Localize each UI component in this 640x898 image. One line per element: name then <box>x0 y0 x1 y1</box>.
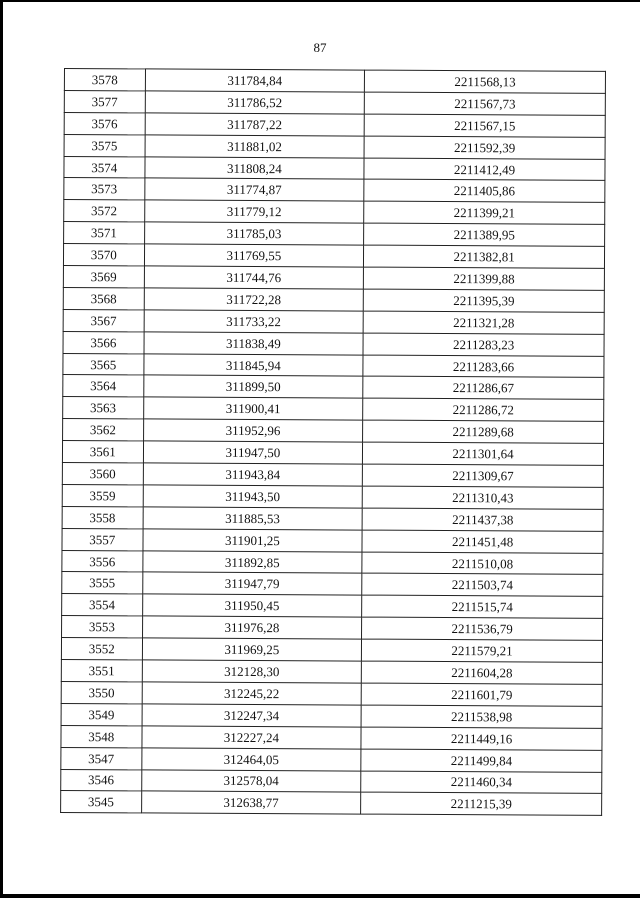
y-coordinate-cell: 2211568,13 <box>365 70 606 93</box>
x-coordinate-cell: 311787,22 <box>145 113 365 136</box>
point-number-cell: 3555 <box>62 572 143 594</box>
x-coordinate-cell: 311845,94 <box>143 353 363 376</box>
y-coordinate-cell: 2211451,48 <box>362 530 603 553</box>
table-row <box>63 266 604 291</box>
point-number-cell: 3563 <box>63 397 144 419</box>
table-row <box>64 200 605 225</box>
table-row <box>62 616 603 641</box>
point-number-cell: 3545 <box>61 791 142 813</box>
y-coordinate-cell: 2211503,74 <box>362 574 603 597</box>
point-number-cell: 3549 <box>61 703 142 725</box>
table-row <box>62 550 603 575</box>
scan-edge-left <box>0 0 3 898</box>
table-row <box>61 725 602 750</box>
table-row <box>64 178 605 203</box>
point-number-cell: 3554 <box>62 594 143 616</box>
table-row <box>61 660 602 685</box>
y-coordinate-cell: 2211399,88 <box>364 267 605 290</box>
y-coordinate-cell: 2211283,66 <box>363 355 604 378</box>
x-coordinate-cell: 311943,84 <box>143 463 363 486</box>
point-number-cell: 3575 <box>64 134 145 156</box>
point-number-cell: 3558 <box>62 506 143 528</box>
table-row <box>61 703 602 728</box>
scan-edge-bottom <box>0 894 640 898</box>
y-coordinate-cell: 2211289,68 <box>363 420 604 443</box>
x-coordinate-cell: 311947,79 <box>142 572 362 595</box>
point-number-cell: 3565 <box>63 353 144 375</box>
point-number-cell: 3556 <box>62 550 143 572</box>
point-number-cell: 3577 <box>64 90 145 112</box>
x-coordinate-cell: 311947,50 <box>143 441 363 464</box>
x-coordinate-cell: 311769,55 <box>144 244 364 267</box>
y-coordinate-cell: 2211567,73 <box>364 92 605 115</box>
x-coordinate-cell: 312578,04 <box>141 769 361 792</box>
y-coordinate-cell: 2211412,49 <box>364 158 605 181</box>
point-number-cell: 3564 <box>63 375 144 397</box>
point-number-cell: 3547 <box>61 747 142 769</box>
x-coordinate-cell: 311899,50 <box>143 375 363 398</box>
y-coordinate-cell: 2211449,16 <box>361 727 602 750</box>
point-number-cell: 3557 <box>62 528 143 550</box>
x-coordinate-cell: 311784,84 <box>145 69 365 92</box>
point-number-cell: 3559 <box>62 484 143 506</box>
point-number-cell: 3551 <box>61 660 142 682</box>
x-coordinate-cell: 311969,25 <box>142 638 362 661</box>
point-number-cell: 3552 <box>61 638 142 660</box>
x-coordinate-cell: 311808,24 <box>145 156 365 179</box>
y-coordinate-cell: 2211536,79 <box>362 617 603 640</box>
x-coordinate-cell: 312247,34 <box>142 704 362 727</box>
point-number-cell: 3566 <box>63 331 144 353</box>
x-coordinate-cell: 311950,45 <box>142 594 362 617</box>
y-coordinate-cell: 2211437,38 <box>362 508 603 531</box>
x-coordinate-cell: 311779,12 <box>144 200 364 223</box>
y-coordinate-cell: 2211601,79 <box>361 683 602 706</box>
point-number-cell: 3562 <box>63 419 144 441</box>
y-coordinate-cell: 2211567,15 <box>364 114 605 137</box>
y-coordinate-cell: 2211310,43 <box>362 486 603 509</box>
x-coordinate-cell: 311881,02 <box>145 135 365 158</box>
table-row <box>64 222 605 247</box>
table-row <box>63 353 604 378</box>
y-coordinate-cell: 2211510,08 <box>362 552 603 575</box>
table-row <box>63 309 604 334</box>
y-coordinate-cell: 2211499,84 <box>361 749 602 772</box>
table-row <box>63 287 604 312</box>
point-number-cell: 3572 <box>64 200 145 222</box>
point-number-cell: 3569 <box>63 266 144 288</box>
y-coordinate-cell: 2211215,39 <box>361 792 602 815</box>
x-coordinate-cell: 311885,53 <box>143 507 363 530</box>
page-number: 87 <box>313 40 327 55</box>
point-number-cell: 3578 <box>64 69 145 91</box>
point-number-cell: 3548 <box>61 725 142 747</box>
x-coordinate-cell: 311838,49 <box>144 332 364 355</box>
y-coordinate-cell: 2211382,81 <box>364 245 605 268</box>
y-coordinate-cell: 2211395,39 <box>363 289 604 312</box>
y-coordinate-cell: 2211389,95 <box>364 223 605 246</box>
y-coordinate-cell: 2211286,72 <box>363 398 604 421</box>
point-number-cell: 3550 <box>61 681 142 703</box>
point-number-cell: 3574 <box>64 156 145 178</box>
x-coordinate-cell: 311976,28 <box>142 616 362 639</box>
table-row <box>64 156 605 181</box>
point-number-cell: 3560 <box>62 463 143 485</box>
point-number-cell: 3576 <box>64 112 145 134</box>
table-row <box>62 484 603 509</box>
x-coordinate-cell: 312227,24 <box>142 726 362 749</box>
table-row <box>61 791 602 816</box>
y-coordinate-cell: 2211515,74 <box>362 595 603 618</box>
point-number-cell: 3561 <box>62 441 143 463</box>
table-row <box>62 572 603 597</box>
table-row <box>62 528 603 553</box>
x-coordinate-cell: 311744,76 <box>144 266 364 289</box>
point-number-cell: 3568 <box>63 287 144 309</box>
table-row <box>63 331 604 356</box>
y-coordinate-cell: 2211592,39 <box>364 136 605 159</box>
x-coordinate-cell: 311943,50 <box>143 485 363 508</box>
point-number-cell: 3571 <box>64 222 145 244</box>
x-coordinate-cell: 311892,85 <box>142 551 362 574</box>
scan-edge-top <box>0 0 640 2</box>
table-row <box>63 397 604 422</box>
point-number-cell: 3570 <box>63 244 144 266</box>
table-row <box>62 594 603 619</box>
table-row <box>63 244 604 269</box>
x-coordinate-cell: 312638,77 <box>141 791 361 814</box>
y-coordinate-cell: 2211460,34 <box>361 771 602 794</box>
table-row <box>64 90 605 115</box>
table-row <box>61 681 602 706</box>
table-row <box>62 463 603 488</box>
table-row <box>61 638 602 663</box>
y-coordinate-cell: 2211309,67 <box>363 464 604 487</box>
y-coordinate-cell: 2211301,64 <box>363 442 604 465</box>
coordinates-table-body <box>61 69 606 816</box>
x-coordinate-cell: 312128,30 <box>142 660 362 683</box>
table-row <box>63 375 604 400</box>
table-row <box>64 112 605 137</box>
table-row <box>62 506 603 531</box>
point-number-cell: 3567 <box>63 309 144 331</box>
coordinates-table <box>60 68 606 816</box>
x-coordinate-cell: 311952,96 <box>143 419 363 442</box>
point-number-cell: 3573 <box>64 178 145 200</box>
y-coordinate-cell: 2211399,21 <box>364 201 605 224</box>
table-row <box>64 134 605 159</box>
y-coordinate-cell: 2211604,28 <box>361 661 602 684</box>
y-coordinate-cell: 2211538,98 <box>361 705 602 728</box>
y-coordinate-cell: 2211579,21 <box>362 639 603 662</box>
y-coordinate-cell: 2211283,23 <box>363 333 604 356</box>
x-coordinate-cell: 311722,28 <box>144 288 364 311</box>
table-row <box>63 419 604 444</box>
x-coordinate-cell: 311733,22 <box>144 310 364 333</box>
y-coordinate-cell: 2211321,28 <box>363 311 604 334</box>
table-row <box>61 747 602 772</box>
y-coordinate-cell: 2211405,86 <box>364 180 605 203</box>
x-coordinate-cell: 311785,03 <box>144 222 364 245</box>
x-coordinate-cell: 311786,52 <box>145 91 365 114</box>
x-coordinate-cell: 311901,25 <box>143 529 363 552</box>
x-coordinate-cell: 312464,05 <box>141 748 361 771</box>
table-row <box>64 69 605 94</box>
point-number-cell: 3546 <box>61 769 142 791</box>
x-coordinate-cell: 312245,22 <box>142 682 362 705</box>
y-coordinate-cell: 2211286,67 <box>363 377 604 400</box>
x-coordinate-cell: 311900,41 <box>143 397 363 420</box>
table-row <box>62 441 603 466</box>
table-row <box>61 769 602 794</box>
x-coordinate-cell: 311774,87 <box>144 178 364 201</box>
point-number-cell: 3553 <box>62 616 143 638</box>
